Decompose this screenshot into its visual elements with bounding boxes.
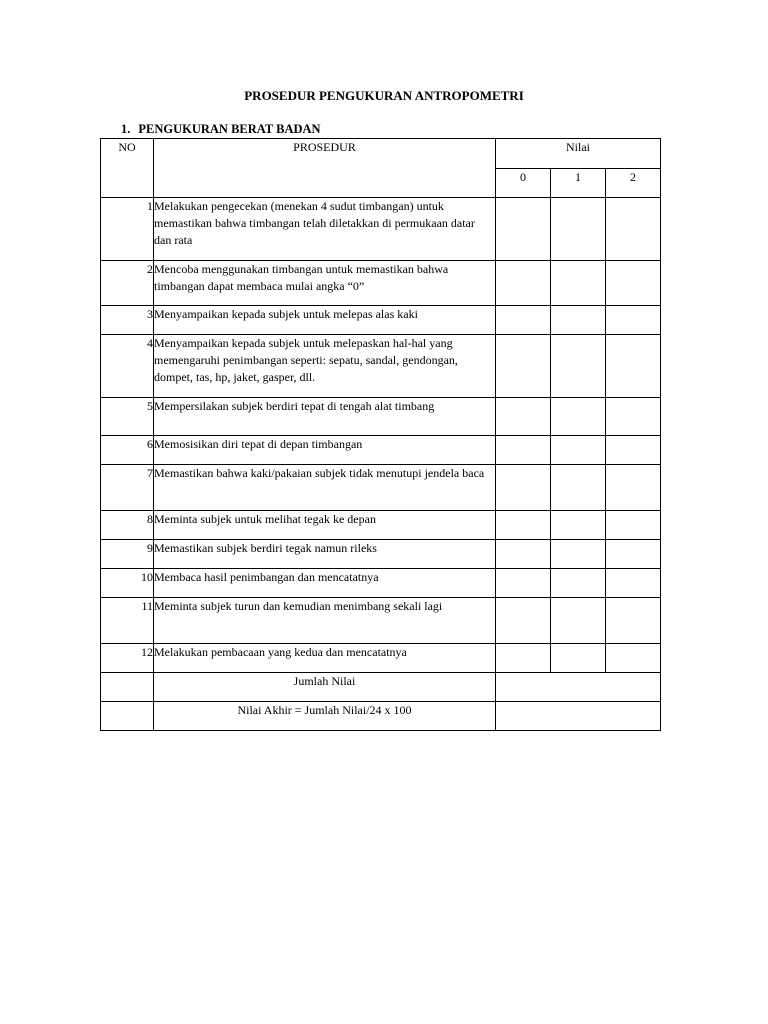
row-procedure: Menyampaikan kepada subjek untuk melepaskan hal-hal yang memengaruhi penimbangan seperti: sepatu, sandal, gendongan, dompet, tas, hp, jaket, gasper, dll. [154,335,496,398]
header-prosedur: PROSEDUR [154,139,496,198]
nilai-akhir-value[interactable] [496,702,661,731]
score-cell-2[interactable] [606,644,661,673]
score-cell-0[interactable] [496,511,551,540]
table-row [101,598,661,644]
score-cell-2[interactable] [606,465,661,511]
row-number: 6 [101,436,154,465]
table-row [101,511,661,540]
row-number: 9 [101,540,154,569]
score-cell-0[interactable] [496,465,551,511]
row-procedure: Mencoba menggunakan timbangan untuk memastikan bahwa timbangan dapat membaca mulai angka “0” [154,261,496,306]
table-row [101,198,661,261]
row-procedure: Menyampaikan kepada subjek untuk melepas alas kaki [154,306,496,335]
nilai-akhir-label: Nilai Akhir = Jumlah Nilai/24 x 100 [154,702,496,731]
header-nilai: Nilai [496,139,661,169]
document-title: PROSEDUR PENGUKURAN ANTROPOMETRI [244,88,524,103]
nilai-akhir-row [101,702,661,731]
row-number: 10 [101,569,154,598]
score-cell-1[interactable] [551,569,606,598]
score-cell-0[interactable] [496,398,551,436]
row-procedure: Meminta subjek untuk melihat tegak ke depan [154,511,496,540]
section-heading [121,122,321,137]
row-number: 1 [101,198,154,261]
score-cell-1[interactable] [551,540,606,569]
score-cell-0[interactable] [496,436,551,465]
header-score-1: 1 [551,169,606,198]
score-cell-2[interactable] [606,261,661,306]
header-score-2: 2 [606,169,661,198]
procedure-table [100,138,661,731]
score-cell-1[interactable] [551,335,606,398]
table-row [101,398,661,436]
score-cell-1[interactable] [551,198,606,261]
row-number: 4 [101,335,154,398]
row-procedure: Mempersilakan subjek berdiri tepat di tengah alat timbang [154,398,496,436]
score-cell-1[interactable] [551,511,606,540]
table-row [101,306,661,335]
row-number: 2 [101,261,154,306]
table-row [101,644,661,673]
score-cell-2[interactable] [606,398,661,436]
row-procedure: Membaca hasil penimbangan dan mencatatnya [154,569,496,598]
jumlah-nilai-value[interactable] [496,673,661,702]
jumlah-nilai-label: Jumlah Nilai [154,673,496,702]
score-cell-0[interactable] [496,569,551,598]
empty-cell [101,702,154,731]
empty-cell [101,673,154,702]
score-cell-2[interactable] [606,436,661,465]
table-row [101,335,661,398]
score-cell-2[interactable] [606,198,661,261]
score-cell-2[interactable] [606,598,661,644]
row-procedure: Melakukan pembacaan yang kedua dan mencatatnya [154,644,496,673]
score-cell-0[interactable] [496,598,551,644]
score-cell-2[interactable] [606,540,661,569]
row-procedure: Memosisikan diri tepat di depan timbangan [154,436,496,465]
header-score-0: 0 [496,169,551,198]
row-number: 8 [101,511,154,540]
score-cell-1[interactable] [551,598,606,644]
table-row [101,261,661,306]
table-row [101,569,661,598]
score-cell-0[interactable] [496,261,551,306]
row-procedure: Memastikan subjek berdiri tegak namun rileks [154,540,496,569]
jumlah-nilai-row [101,673,661,702]
score-cell-1[interactable] [551,644,606,673]
score-cell-0[interactable] [496,198,551,261]
score-cell-1[interactable] [551,436,606,465]
score-cell-0[interactable] [496,644,551,673]
score-cell-1[interactable] [551,398,606,436]
score-cell-2[interactable] [606,306,661,335]
score-cell-1[interactable] [551,261,606,306]
table-row [101,465,661,511]
score-cell-1[interactable] [551,306,606,335]
row-procedure: Melakukan pengecekan (menekan 4 sudut timbangan) untuk memastikan bahwa timbangan telah diletakkan di permukaan datar dan rata [154,198,496,261]
score-cell-2[interactable] [606,511,661,540]
row-number: 5 [101,398,154,436]
section-number: 1. [121,122,131,136]
score-cell-2[interactable] [606,335,661,398]
row-number: 3 [101,306,154,335]
row-number: 11 [101,598,154,644]
table-row [101,540,661,569]
header-no: NO [101,139,154,198]
table-row [101,436,661,465]
row-procedure: Meminta subjek turun dan kemudian menimbang sekali lagi [154,598,496,644]
section-label: PENGUKURAN BERAT BADAN [138,122,321,136]
row-number: 7 [101,465,154,511]
score-cell-1[interactable] [551,465,606,511]
row-number: 12 [101,644,154,673]
score-cell-0[interactable] [496,540,551,569]
score-cell-2[interactable] [606,569,661,598]
score-cell-0[interactable] [496,335,551,398]
score-cell-0[interactable] [496,306,551,335]
row-procedure: Memastikan bahwa kaki/pakaian subjek tidak menutupi jendela baca [154,465,496,511]
